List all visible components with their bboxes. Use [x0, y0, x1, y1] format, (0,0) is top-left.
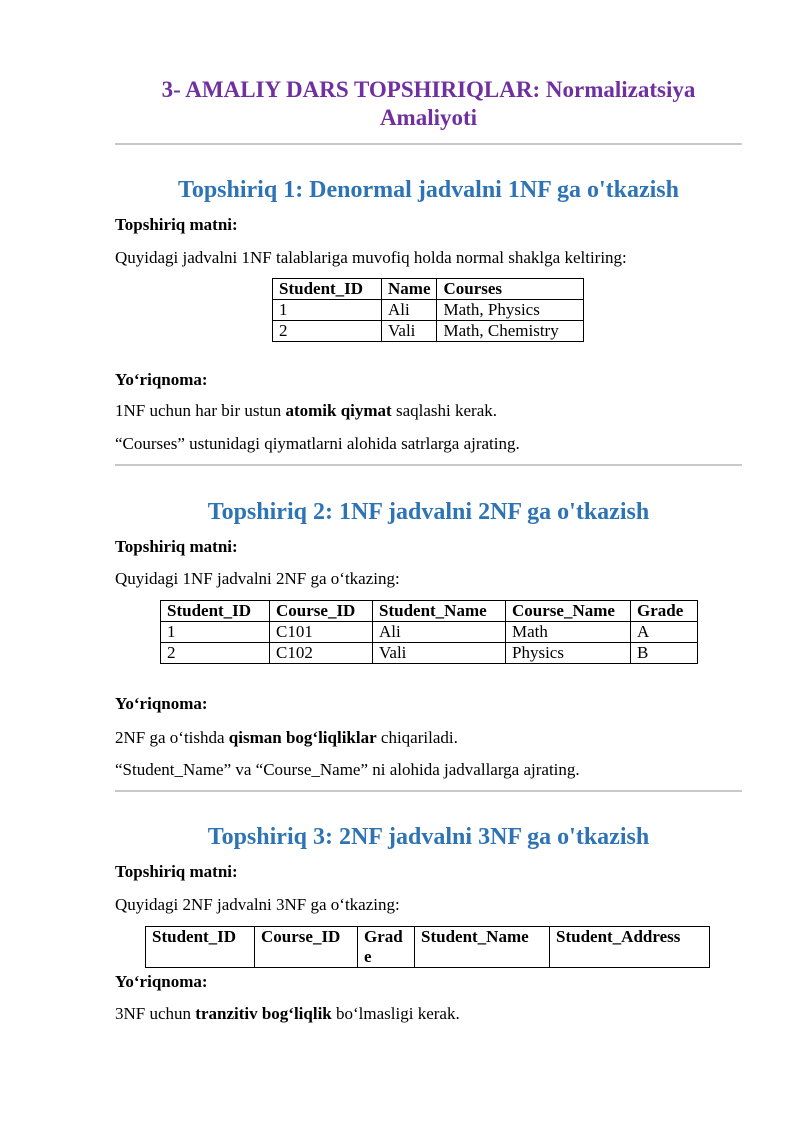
table-header-cell: Courses: [437, 279, 584, 300]
task1-text: Quyidagi jadvalni 1NF talablariga muvofiq holda normal shaklga keltiring:: [115, 248, 627, 267]
table-header-row: [161, 601, 698, 622]
table-header-cell: Student_ID: [273, 279, 382, 300]
table-cell: 2: [273, 321, 382, 342]
table-header-cell: Student_Address: [550, 927, 710, 968]
table-cell: Vali: [382, 321, 437, 342]
task2-heading: Topshiriq 2: 1NF jadvalni 2NF ga o'tkazish: [207, 499, 650, 525]
task3-table: [145, 926, 710, 968]
task2-label: Topshiriq matni:: [115, 537, 238, 556]
table-header-cell: Student_ID: [146, 927, 255, 968]
task1-hint1: 1NF uchun har bir ustun atomik qiymat saqlashi kerak.: [115, 401, 497, 420]
task2-hint-line: [115, 693, 208, 715]
task3-hint1-bold: tranzitiv bog‘liqlik: [195, 1004, 332, 1023]
task1-hint-label: Yo‘riqnoma:: [115, 370, 208, 389]
table-header-cell: Grade: [358, 927, 415, 968]
task3-label: Topshiriq matni:: [115, 862, 238, 881]
task2-hint1-bold: qisman bog‘liqliklar: [228, 728, 377, 747]
divider: [115, 143, 742, 145]
task3-text: Quyidagi 2NF jadvalni 3NF ga o‘tkazing:: [115, 895, 400, 914]
table-header-cell: Course_ID: [255, 927, 358, 968]
table-header-row: [146, 927, 710, 968]
task1-hint2: “Courses” ustunidagi qiymatlarni alohida satrlarga ajrating.: [115, 434, 520, 453]
task1-table: [272, 278, 584, 342]
table-cell: C102: [270, 643, 373, 664]
table-cell: Ali: [382, 300, 437, 321]
task3-hint-label: Yo‘riqnoma:: [115, 972, 208, 991]
task1-hint1-bold: atomik qiymat: [285, 401, 392, 420]
table-cell: Math, Physics: [437, 300, 584, 321]
task2-hint-label: Yo‘riqnoma:: [115, 694, 208, 713]
divider: [115, 464, 742, 466]
task3-hint1: 3NF uchun tranzitiv bog‘liqlik bo‘lmasligi kerak.: [115, 1004, 460, 1023]
table-row: [273, 300, 584, 321]
task2-text: Quyidagi 1NF jadvalni 2NF ga o‘tkazing:: [115, 569, 400, 588]
divider: [115, 790, 742, 792]
table-cell: B: [631, 643, 698, 664]
task2-hint1: 2NF ga o‘tishda qisman bog‘liqliklar chiqariladi.: [115, 728, 458, 747]
document-title: 3- AMALIY DARS TOPSHIRIQLAR: Normalizatsiya Amaliyoti: [161, 77, 696, 130]
table-cell: 1: [161, 622, 270, 643]
table-cell: Physics: [506, 643, 631, 664]
table-row: [161, 643, 698, 664]
table-cell: 1: [273, 300, 382, 321]
table-header-cell: Course_Name: [506, 601, 631, 622]
task3-heading: Topshiriq 3: 2NF jadvalni 3NF ga o'tkazish: [207, 824, 650, 850]
table-header-cell: Student_Name: [373, 601, 506, 622]
table-header-cell: Grade: [631, 601, 698, 622]
table-cell: A: [631, 622, 698, 643]
table-header-cell: Name: [382, 279, 437, 300]
table-header-cell: Student_ID: [161, 601, 270, 622]
table-row: [273, 321, 584, 342]
table-header-row: [273, 279, 584, 300]
table-cell: Math: [506, 622, 631, 643]
table-header-cell: Student_Name: [415, 927, 550, 968]
task2-table: [160, 600, 698, 664]
task1-label: Topshiriq matni:: [115, 215, 238, 234]
table-cell: 2: [161, 643, 270, 664]
table-cell: Math, Chemistry: [437, 321, 584, 342]
table-cell: Ali: [373, 622, 506, 643]
table-header-cell: Course_ID: [270, 601, 373, 622]
table-cell: Vali: [373, 643, 506, 664]
task2-hint2: “Student_Name” va “Course_Name” ni alohida jadvallarga ajrating.: [115, 760, 580, 779]
table-row: [161, 622, 698, 643]
task1-heading: Topshiriq 1: Denormal jadvalni 1NF ga o'tkazish: [178, 177, 679, 203]
table-cell: C101: [270, 622, 373, 643]
